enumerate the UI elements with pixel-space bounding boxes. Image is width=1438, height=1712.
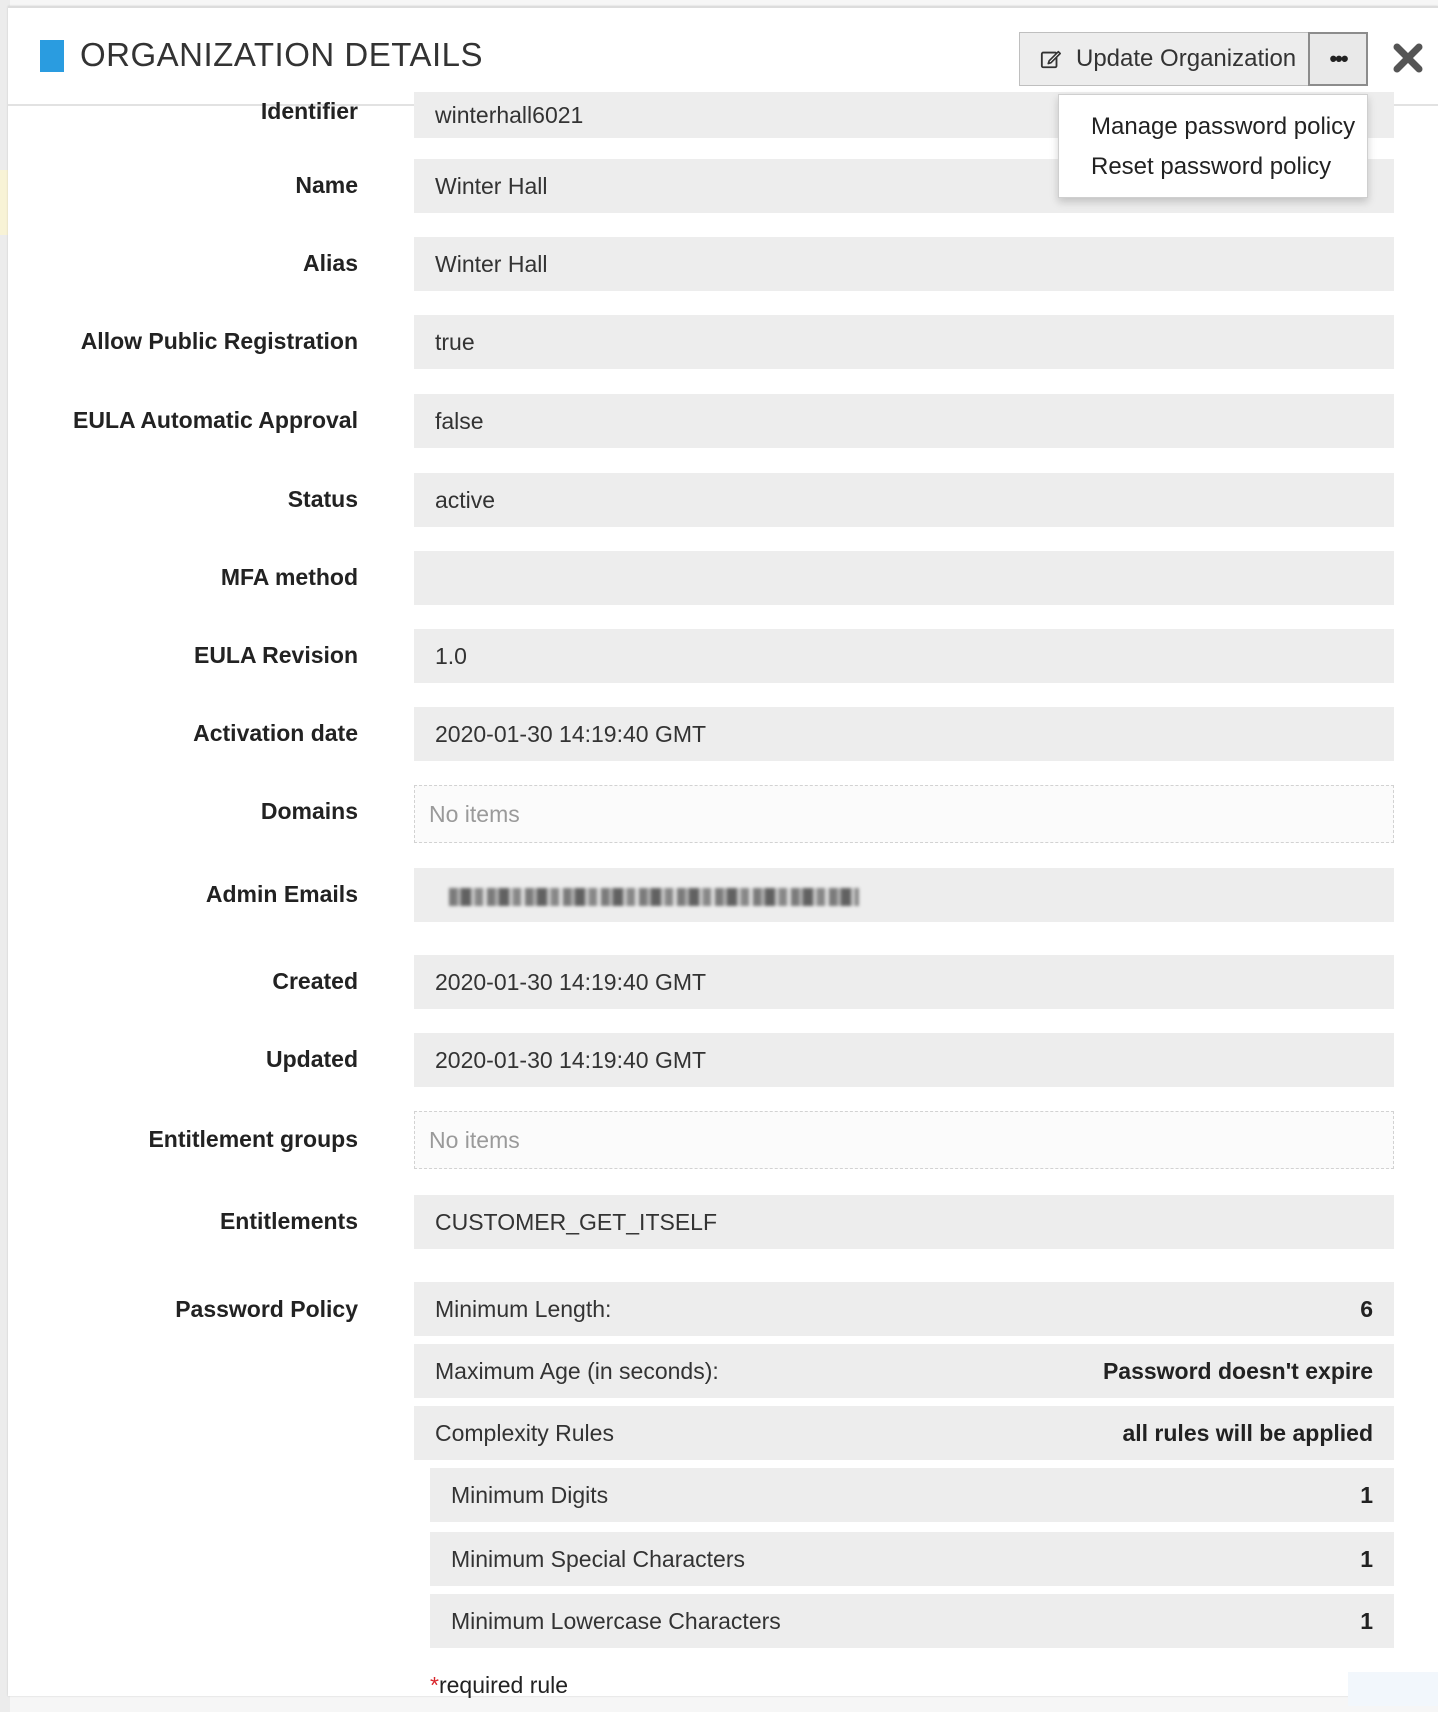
rule-label: Minimum Lowercase Characters xyxy=(451,1607,781,1634)
maximum-age-row xyxy=(414,1344,1394,1398)
complexity-rules-value: all rules will be applied xyxy=(1122,1419,1373,1446)
more-actions-button[interactable] xyxy=(1308,32,1368,86)
minimum-length-value: 6 xyxy=(1360,1295,1373,1322)
admin-emails-value xyxy=(414,868,1394,922)
rule-row xyxy=(430,1468,1394,1522)
identifier-value: winterhall6021 xyxy=(414,92,1394,138)
domains-label: Domains xyxy=(260,798,358,824)
redacted-email xyxy=(449,888,859,906)
close-button[interactable] xyxy=(1392,42,1424,74)
update-organization-label: Update Organization xyxy=(1076,45,1297,72)
edit-icon xyxy=(1040,48,1062,70)
entitlement-groups-label: Entitlement groups xyxy=(148,1126,358,1152)
status-label: Status xyxy=(287,486,358,512)
updated-label: Updated xyxy=(266,1046,358,1072)
complexity-rules-row xyxy=(414,1406,1394,1460)
rule-value: 1 xyxy=(1360,1607,1373,1634)
more-dots-icon: ••• xyxy=(1329,46,1347,71)
minimum-length-label: Minimum Length: xyxy=(435,1295,612,1322)
background-accent xyxy=(0,170,8,235)
created-value: 2020-01-30 14:19:40 GMT xyxy=(414,955,1394,1009)
eula-revision-value: 1.0 xyxy=(414,629,1394,683)
title-marker xyxy=(40,40,64,72)
name-label: Name xyxy=(295,172,358,198)
required-star: * xyxy=(430,1672,439,1698)
rule-row xyxy=(430,1532,1394,1586)
required-rule-text: required rule xyxy=(438,1672,569,1698)
mfa-method-value xyxy=(414,551,1394,605)
created-label: Created xyxy=(272,968,358,994)
maximum-age-label: Maximum Age (in seconds): xyxy=(435,1357,719,1384)
status-value: active xyxy=(414,473,1394,527)
entitlements-label: Entitlements xyxy=(219,1208,358,1234)
update-organization-button[interactable] xyxy=(1019,32,1309,86)
menu-item-reset-password-policy[interactable]: Reset password policy xyxy=(1091,153,1332,180)
rule-value: 1 xyxy=(1360,1545,1373,1572)
maximum-age-value: Password doesn't expire xyxy=(1102,1357,1373,1384)
alias-value: Winter Hall xyxy=(414,237,1394,291)
entitlement-groups-value: No items xyxy=(414,1111,1394,1169)
activation-date-value: 2020-01-30 14:19:40 GMT xyxy=(414,707,1394,761)
allow-public-registration-value: true xyxy=(414,315,1394,369)
alias-label: Alias xyxy=(303,250,358,276)
menu-item-manage-password-policy[interactable]: Manage password policy xyxy=(1091,113,1356,140)
password-policy-label: Password Policy xyxy=(175,1296,358,1322)
more-actions-menu xyxy=(1058,94,1368,198)
rule-label: Minimum Digits xyxy=(451,1481,609,1508)
allow-public-registration-label: Allow Public Registration xyxy=(80,328,358,354)
rule-label: Minimum Special Characters xyxy=(451,1545,745,1572)
rule-row xyxy=(430,1594,1394,1648)
name-value: Winter Hall xyxy=(414,159,1394,213)
domains-value: No items xyxy=(414,785,1394,843)
identifier-label: Identifier xyxy=(260,98,358,124)
eula-automatic-approval-value: false xyxy=(414,394,1394,448)
eula-automatic-approval-label: EULA Automatic Approval xyxy=(73,407,358,433)
corner-widget xyxy=(1348,1672,1438,1706)
minimum-length-row xyxy=(414,1282,1394,1336)
mfa-method-label: MFA method xyxy=(220,564,358,590)
updated-value: 2020-01-30 14:19:40 GMT xyxy=(414,1033,1394,1087)
organization-details-panel xyxy=(8,6,1438,1696)
complexity-rules-label: Complexity Rules xyxy=(435,1419,614,1446)
rule-value: 1 xyxy=(1360,1481,1373,1508)
entitlements-value: CUSTOMER_GET_ITSELF xyxy=(414,1195,1394,1249)
admin-emails-label: Admin Emails xyxy=(205,881,358,907)
required-rule-note xyxy=(430,1672,568,1699)
eula-revision-label: EULA Revision xyxy=(193,642,358,668)
activation-date-label: Activation date xyxy=(193,720,358,746)
close-icon xyxy=(1392,42,1424,74)
page-title: ORGANIZATION DETAILS xyxy=(80,36,483,73)
